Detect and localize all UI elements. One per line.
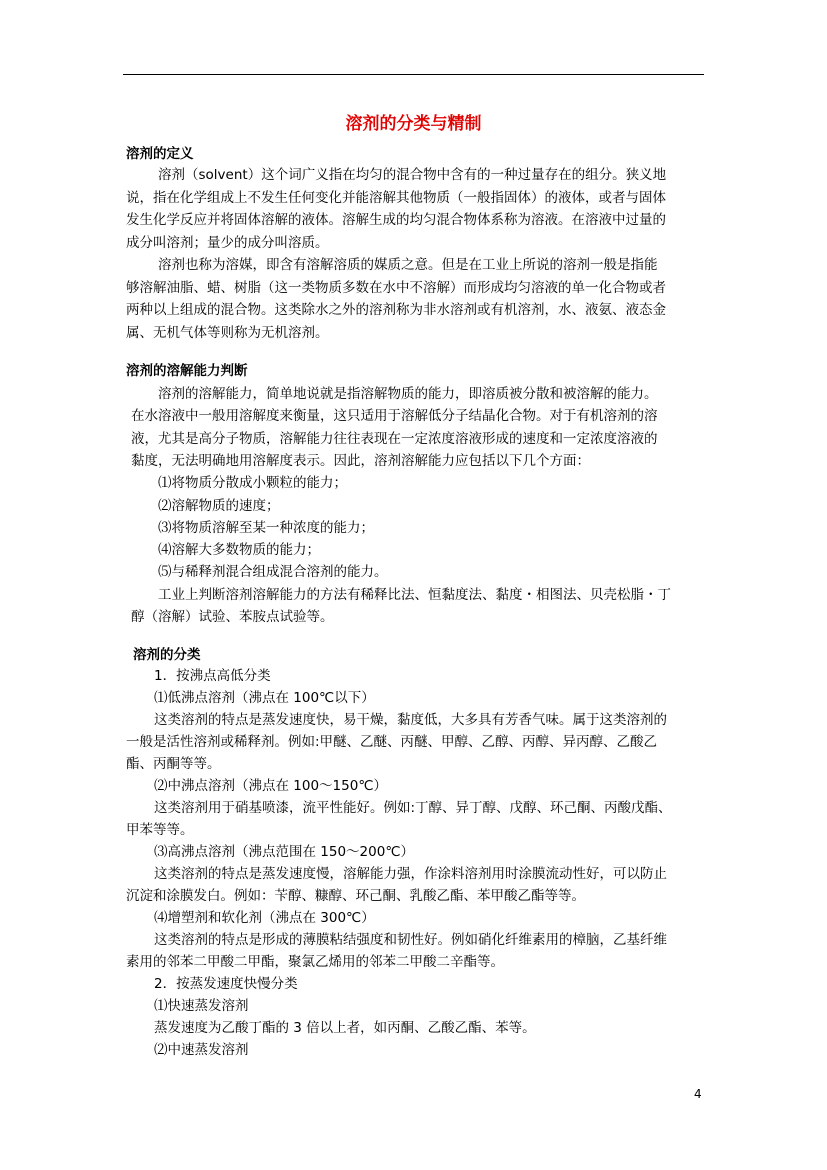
text-line: 这类溶剂的特点是形成的薄膜粘结强度和韧性好。例如硝化纤维素用的樟脑，乙基纤维 (154, 932, 667, 948)
text-line: 沉淀和涂膜发白。例如：苄醇、糠醇、环己酮、乳酸乙酯、苯甲酸乙酯等等。 (126, 888, 585, 904)
list-item: ⑴将物质分散成小颗粒的能力； (158, 475, 347, 491)
text-line: 两种以上组成的混合物。这类除水之外的溶剂称为非水溶剂或有机溶剂，水、液氨、液态金 (126, 302, 666, 318)
text-line: 黏度，无法明确地用溶解度表示。因此，溶剂溶解能力应包括以下几个方面： (131, 453, 590, 469)
list-item: ⑶高沸点溶剂（沸点范围在 150～200℃） (154, 844, 414, 860)
list-item: ⑵中沸点溶剂（沸点在 100～150℃） (154, 778, 387, 794)
section-heading-solvency: 溶剂的溶解能力判断 (126, 363, 248, 379)
text-line: 属、无机气体等则称为无机溶剂。 (126, 325, 329, 341)
text-line: 一般是活性溶剂或稀释剂。例如:甲醚、乙醚、丙醚、甲醇、乙醇、丙醇、异丙醇、乙酸乙 (126, 734, 658, 750)
page-number: 4 (694, 1087, 702, 1101)
list-item: ⑴低沸点溶剂（沸点在 100℃以下） (154, 690, 375, 706)
text-line: 这类溶剂的特点是蒸发速度慢，溶解能力强，作涂料溶剂用时涂膜流动性好，可以防止 (154, 866, 667, 882)
text-line: 说，指在化学组成上不发生任何变化并能溶解其他物质（一般指固体）的液体，或者与固体 (126, 190, 666, 206)
list-item: ⑸与稀释剂混合组成混合溶剂的能力。 (158, 564, 388, 580)
text-line: 成分叫溶剂；量少的成分叫溶质。 (126, 235, 329, 251)
text-line: 这类溶剂的特点是蒸发速度快，易干燥，黏度低，大多具有芳香气味。属于这类溶剂的 (154, 712, 667, 728)
text-line: 酯、丙酮等等。 (126, 756, 221, 772)
text-line: 素用的邻苯二甲酸二甲酯，聚氯乙烯用的邻苯二甲酸二辛酯等。 (126, 954, 504, 970)
text-line: 发生化学反应并将固体溶解的液体。溶解生成的均匀混合物体系称为溶液。在溶液中过量的 (126, 212, 666, 228)
list-item: ⑵中速蒸发溶剂 (154, 1042, 249, 1058)
section-heading-classification: 溶剂的分类 (133, 647, 201, 663)
subheading: 2．按蒸发速度快慢分类 (154, 976, 298, 992)
text-line: 溶剂也称为溶媒，即含有溶解溶质的媒质之意。但是在工业上所说的溶剂一般是指能 (158, 257, 658, 273)
text-line: 醇（溶解）试验、苯胺点试验等。 (131, 609, 334, 625)
page-title: 溶剂的分类与精制 (345, 114, 482, 134)
list-item: ⑵溶解物质的速度； (158, 498, 280, 514)
text-line: 工业上判断溶剂溶解能力的方法有稀释比法、恒黏度法、黏度・相图法、贝壳松脂・丁 (158, 587, 671, 603)
list-item: ⑶将物质溶解至某一种浓度的能力； (158, 520, 374, 536)
text-line: 甲苯等等。 (126, 822, 194, 838)
section-heading-definition: 溶剂的定义 (126, 146, 194, 162)
subheading: 1．按沸点高低分类 (154, 668, 271, 684)
text-line: 液，尤其是高分子物质，溶解能力往往表现在一定浓度溶液形成的速度和一定浓度溶液的 (131, 431, 658, 447)
text-line: 这类溶剂用于硝基喷漆，流平性能好。例如:丁醇、异丁醇、戊醇、环己酮、丙酸戊酯、 (154, 800, 672, 816)
list-item: ⑴快速蒸发溶剂 (154, 998, 249, 1014)
text-line: 够溶解油脂、蜡、树脂（这一类物质多数在水中不溶解）而形成均匀溶液的单一化合物或者 (126, 280, 666, 296)
list-item: ⑷增塑剂和软化剂（沸点在 300℃） (154, 910, 375, 926)
text-line: 溶剂的溶解能力，简单地说就是指溶解物质的能力，即溶质被分散和被溶解的能力。 (158, 386, 658, 402)
text-line: 蒸发速度为乙酸丁酯的 3 倍以上者，如丙酮、乙酸乙酯、苯等。 (154, 1020, 536, 1036)
list-item: ⑷溶解大多数物质的能力； (158, 542, 320, 558)
text-line: 在水溶液中一般用溶解度来衡量，这只适用于溶解低分子结晶化合物。对于有机溶剂的溶 (131, 408, 658, 424)
header-rule (123, 74, 704, 75)
text-line: 溶剂（solvent）这个词广义指在均匀的混合物中含有的一种过量存在的组分。狭义地 (158, 167, 667, 183)
